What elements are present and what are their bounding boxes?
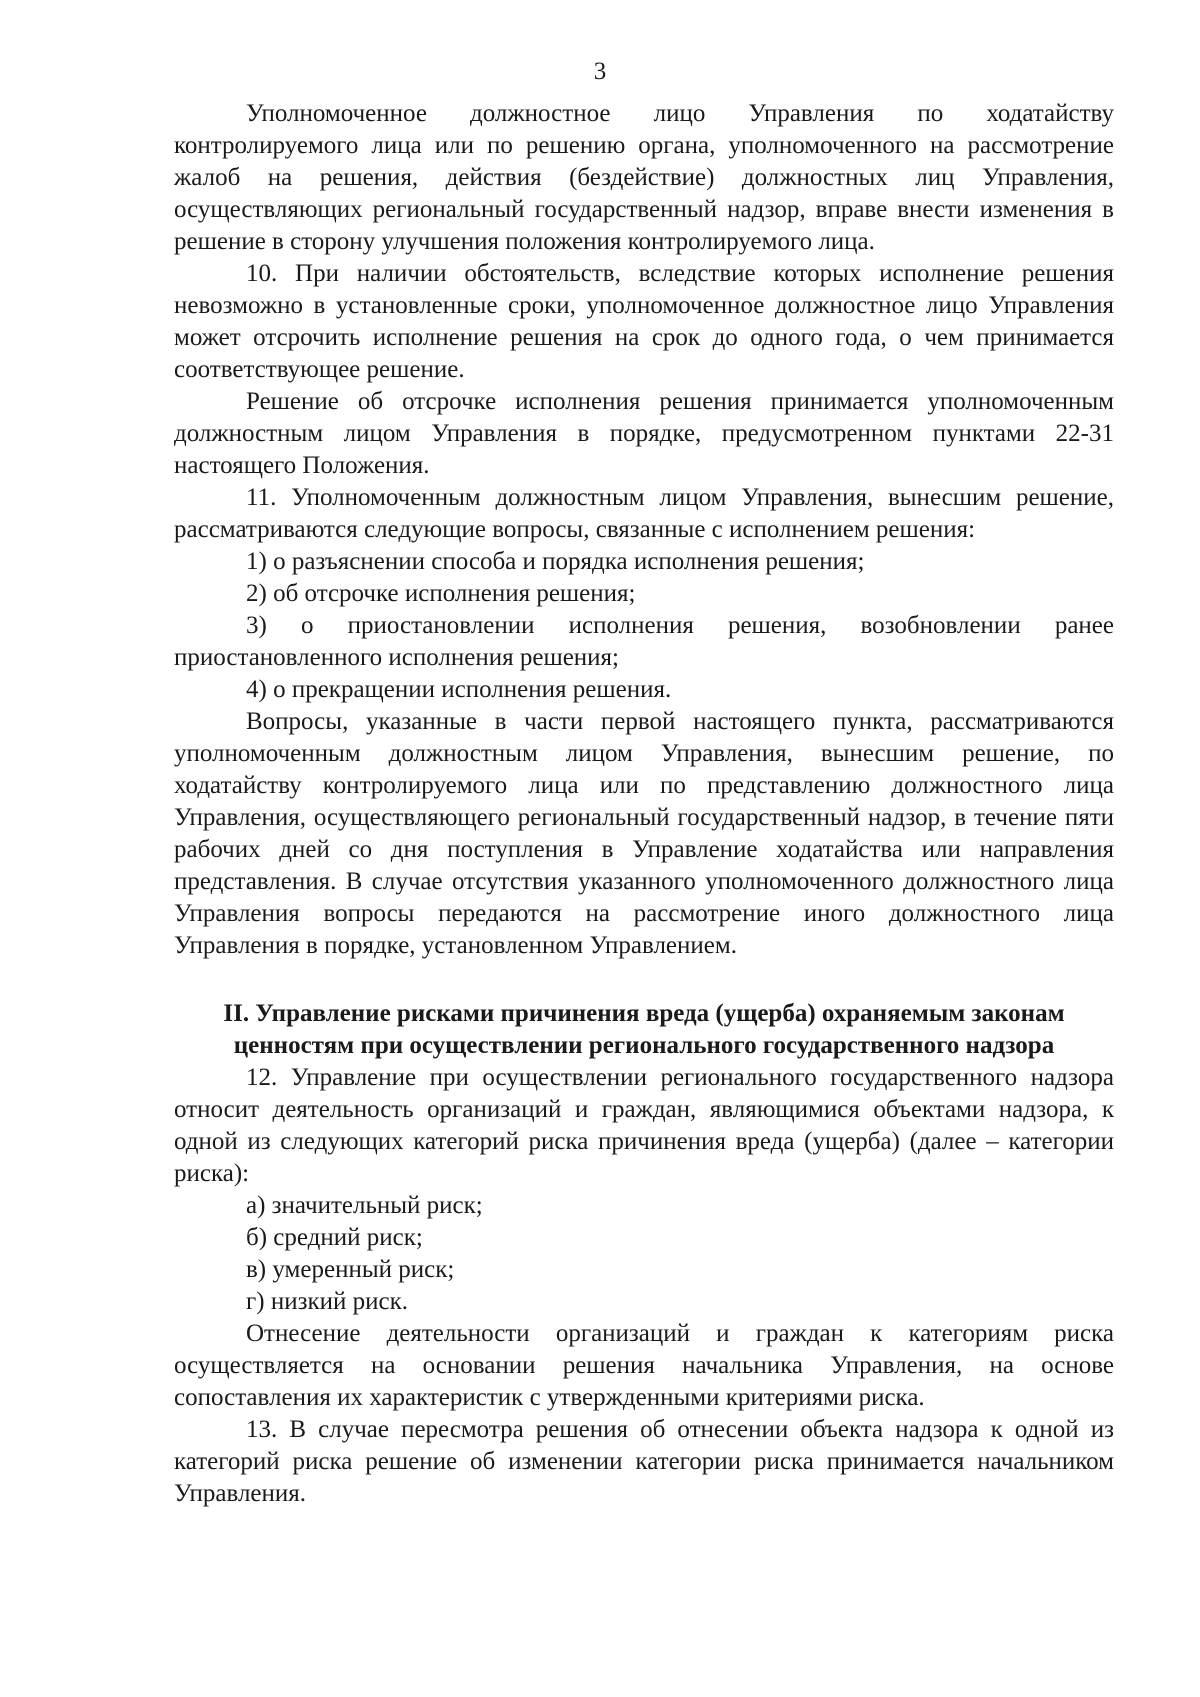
list-item-suspension: 3) о приостановлении исполнения решения, возобновлении ранее приостановленного исполнения решения; (174, 612, 1114, 671)
paragraph-12-risk-categories: 12. Управление при осуществлении регионального государственного надзора относит деятельность организаций и граждан, являющимися объектами надзора, к одной из следующих категорий риска причинения вреда (ущерба) (далее – категории риска): (174, 1064, 1114, 1187)
section-heading-risk-management: II. Управление рисками причинения вреда (ущерба) охраняемым законам ценностям при осуществлении регионального государственного надзора (223, 1000, 1065, 1059)
page-number: 3 (593, 58, 607, 85)
paragraph-authorized-official-changes: Уполномоченное должностное лицо Управления по ходатайству контролируемого лица или по решению органа, уполномоченного на рассмотрение жалоб на решения, действия (бездействие) должностных лиц Управления, осуществляющих региональный государственный надзор, вправе внести изменения в решение в сторону улучшения положения контролируемого лица. (174, 100, 1114, 255)
list-item-low-risk: г) низкий риск. (246, 1288, 408, 1315)
paragraph-questions-review: Вопросы, указанные в части первой настоящего пункта, рассматриваются уполномоченным должностным лицом Управления, вынесшим решение, по ходатайству контролируемого лица или по представлению должностного лица Управления, осуществляющего региональный государственный надзор, в течение пяти рабочих дней со дня поступления в Управление ходатайства или направления представления. В случае отсутствия указанного уполномоченного должностного лица Управления вопросы передаются на рассмотрение иного должностного лица Управления в порядке, установленном Управлением. (174, 708, 1114, 959)
paragraph-10-deferral: 10. При наличии обстоятельств, вследствие которых исполнение решения невозможно в установленные сроки, уполномоченное должностное лицо Управления может отсрочить исполнение решения на срок до одного года, о чем принимается соответствующее решение. (174, 260, 1114, 383)
paragraph-13-category-revision: 13. В случае пересмотра решения об отнесении объекта надзора к одной из категорий риска решение об изменении категории риска принимается начальником Управления. (174, 1416, 1114, 1507)
document-body (174, 98, 1114, 1510)
list-item-clarification: 1) о разъяснении способа и порядка исполнения решения; (246, 548, 865, 575)
list-item-termination: 4) о прекращении исполнения решения. (246, 676, 672, 703)
list-item-significant-risk: а) значительный риск; (246, 1192, 483, 1219)
list-item-deferral: 2) об отсрочке исполнения решения; (246, 580, 636, 607)
list-item-moderate-risk: в) умеренный риск; (246, 1256, 455, 1283)
paragraph-deferral-decision: Решение об отсрочке исполнения решения принимается уполномоченным должностным лицом Управления в порядке, предусмотренном пунктами 22-31 настоящего Положения. (174, 388, 1114, 479)
list-item-medium-risk: б) средний риск; (246, 1224, 423, 1251)
paragraph-11-questions: 11. Уполномоченным должностным лицом Управления, вынесшим решение, рассматриваются следующие вопросы, связанные с исполнением решения: (174, 484, 1114, 543)
paragraph-risk-assignment: Отнесение деятельности организаций и граждан к категориям риска осуществляется на основании решения начальника Управления, на основе сопоставления их характеристик с утвержденными критериями риска. (174, 1320, 1114, 1411)
